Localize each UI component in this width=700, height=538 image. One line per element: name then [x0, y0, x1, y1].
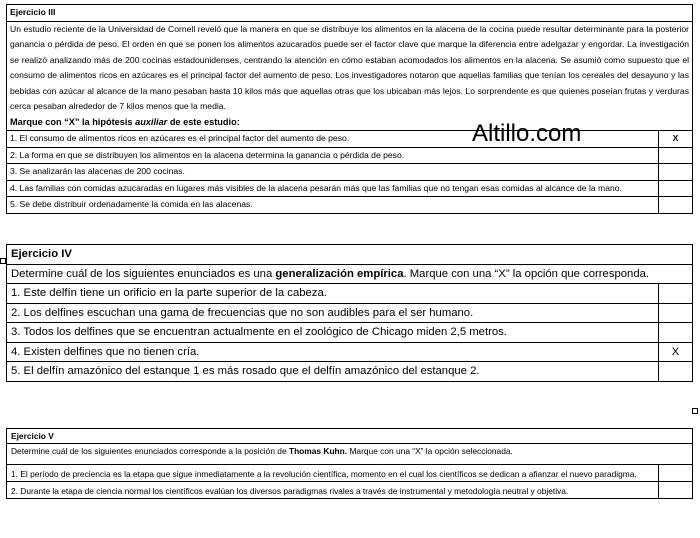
- option-mark[interactable]: [659, 303, 693, 323]
- option-row: [7, 131, 693, 148]
- instruction-text-end: . Marque con una “X” la opción que corresponda.: [403, 267, 650, 280]
- option-mark[interactable]: [659, 197, 693, 214]
- instruction-text-end: Marque con una “X” la opción seleccionada.: [347, 446, 513, 456]
- option-text: 2. La forma en que se distribuyen los alimentos en la alacena determina la ganancia o pérdida de peso.: [7, 147, 659, 164]
- option-row: [7, 362, 693, 382]
- option-text: 2. Los delfines escuchan una gama de frecuencias que no son audibles para el ser humano.: [7, 303, 659, 323]
- exercise-4-instructions: [7, 264, 693, 284]
- exercise-3-question: [10, 115, 689, 131]
- option-text: 2. Durante la etapa de ciencia normal los científicos evalúan los diversos paradigmas rivales a través de instrumental y metodología neutral y objetiva.: [7, 482, 659, 499]
- option-mark[interactable]: [659, 147, 693, 164]
- option-mark[interactable]: [659, 284, 693, 304]
- exercise-3-title: Ejercicio III: [7, 5, 693, 22]
- option-mark[interactable]: [659, 465, 693, 482]
- option-text: 1. El período de preciencia es la etapa que sigue inmediatamente a la revolución científica, momento en el cual los científicos se dedican a afianzar el nuevo paradigma.: [7, 465, 659, 482]
- watermark: Altillo.com: [472, 120, 582, 147]
- exercise-5-title: Ejercicio V: [7, 429, 693, 444]
- option-text: 4. Las familias con comidas azucaradas en lugares más visibles de la alacena pesarán más que las familias que no tengan esas comidas al alcance de la mano.: [7, 180, 659, 197]
- exercise-3-table: [6, 4, 693, 214]
- instruction-text: Determine cuál de los siguientes enunciados es una: [11, 267, 276, 280]
- option-row: [7, 482, 693, 499]
- option-text: 3. Se analizarán las alacenas de 200 cocinas.: [7, 164, 659, 181]
- instruction-bold: Thomas Kuhn.: [288, 446, 348, 456]
- exercise-3-paragraph-text: Un estudio reciente de la Universidad de Cornell reveló que la manera en que se distribuye los alimentos en la alacena de la cocina puede resultar determinante para la posterior ganancia o pérdida de peso. El orden en que se ponen los alimentos azucarados puede ser el factor clave que marque la diferencia entre adelgazar y engordar. La investigación se realizó analizando más de 200 cocinas estadounidenses, centrando la atención en cómo estaban acomodados los alimentos en la alacena. Se asumió como supuesto que el consumo de alimentos ricos en azúcares es el principal factor del aumento de peso. Los investigadores notaron que aquellas familias que tenían los cereales del desayuno y las bebidas con azúcar al alcance de la mano pesaban hasta 10 kilos más que aquellas otras que los ubicaban más lejos. Lo sorprendente es que quienes poseían frutas y verduras cerca pesaban alrededor de 7 kilos menos que la media.: [10, 23, 690, 111]
- option-row: [7, 164, 693, 181]
- option-row: [7, 284, 693, 304]
- option-mark[interactable]: [659, 482, 693, 499]
- option-row: [7, 303, 693, 323]
- option-row: [7, 342, 693, 362]
- option-mark[interactable]: [659, 164, 693, 181]
- option-row: [7, 197, 693, 214]
- exercise-4-title: Ejercicio IV: [7, 245, 693, 265]
- question-colon: :: [236, 116, 240, 127]
- instruction-text: Determine cuál de los siguientes enunciados corresponde a la posición de: [11, 446, 289, 456]
- exercise-5-instructions: [7, 444, 693, 465]
- option-text: 5. Se debe distribuir ordenadamente la comida en las alacenas.: [7, 197, 659, 214]
- table-resize-handle: [692, 408, 698, 414]
- question-text: Marque con “X” la hipótesis: [10, 116, 136, 127]
- option-text: 1. Este delfín tiene un orificio en la parte superior de la cabeza.: [7, 284, 659, 304]
- option-row: [7, 323, 693, 343]
- option-mark[interactable]: [659, 180, 693, 197]
- option-mark[interactable]: [659, 362, 693, 382]
- option-row: [7, 180, 693, 197]
- option-mark[interactable]: X: [659, 342, 693, 362]
- option-text: 3. Todos los delfines que se encuentran actualmente en el zoológico de Chicago miden 2,5 metros.: [7, 323, 659, 343]
- option-mark[interactable]: [659, 323, 693, 343]
- option-text: 5. El delfín amazónico del estanque 1 es más rosado que el delfín amazónico del estanque 2.: [7, 362, 659, 382]
- question-emphasis: auxiliar: [135, 116, 168, 127]
- option-text: 4. Existen delfines que no tienen cría.: [7, 342, 659, 362]
- option-text: 1. El consumo de alimentos ricos en azúcares es el principal factor del aumento de peso.: [7, 131, 659, 148]
- question-text-end: de este estudio: [167, 116, 237, 127]
- option-row: [7, 465, 693, 482]
- instruction-bold: generalización empírica: [275, 267, 404, 280]
- exercise-3-paragraph: [7, 21, 693, 131]
- exercise-5-table: [6, 428, 693, 499]
- option-row: [7, 147, 693, 164]
- option-mark[interactable]: X: [659, 131, 693, 148]
- exercise-4-table: [6, 244, 693, 382]
